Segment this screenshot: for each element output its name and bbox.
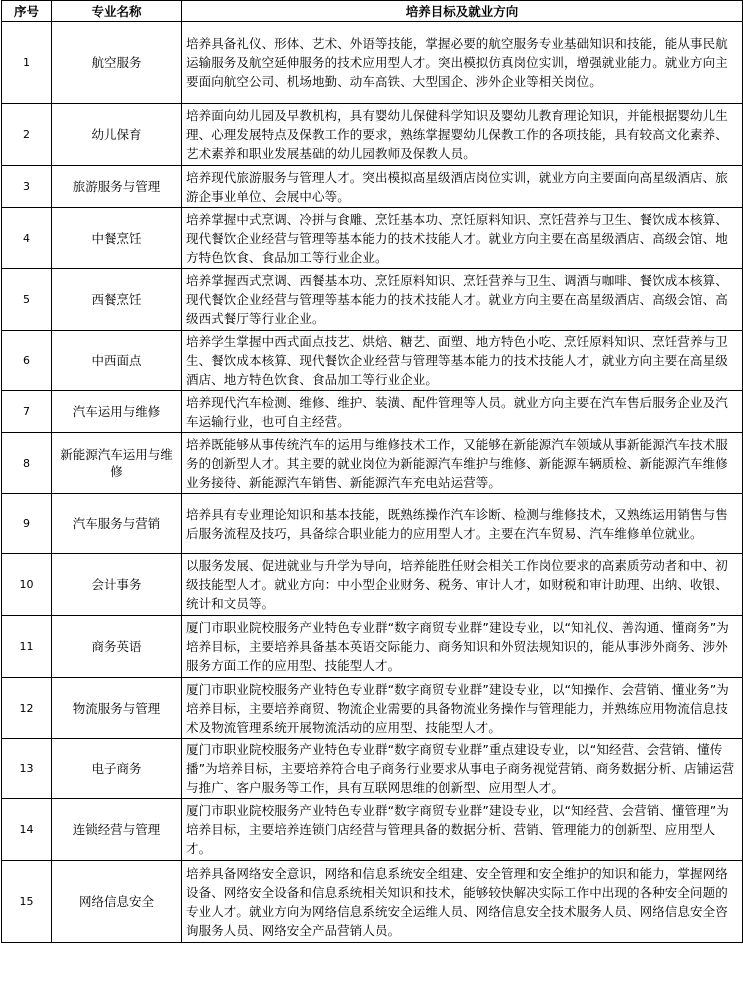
row-major: 电子商务 xyxy=(52,739,182,799)
row-major: 汽车运用与维修 xyxy=(52,391,182,433)
table-row xyxy=(2,331,743,391)
row-goal: 培养既能够从事传统汽车的运用与维修技术工作，又能够在新能源汽车领域从事新能源汽车技术服务的创新型人才。其主要的就业岗位为新能源汽车维护与维修、新能源车辆质检、新能源汽车维修业务接待、新能源汽车销售、新能源汽车充电站运营等。 xyxy=(182,433,743,494)
table-row xyxy=(2,208,743,269)
row-major: 网络信息安全 xyxy=(52,861,182,943)
header-row xyxy=(2,1,743,22)
header-major: 专业名称 xyxy=(52,1,182,22)
row-major: 西餐烹饪 xyxy=(52,269,182,331)
row-major: 连锁经营与管理 xyxy=(52,799,182,861)
table-row xyxy=(2,166,743,208)
header-goal: 培养目标及就业方向 xyxy=(182,1,743,22)
row-goal: 厦门市职业院校服务产业特色专业群“数字商贸专业群”建设专业，以“知经营、会营销、懂管理”为培养目标，主要培养连锁门店经营与管理具备的数据分析、营销、管理能力的创新型、应用型人才。 xyxy=(182,799,743,861)
row-goal: 培养学生掌握中西式面点技艺、烘焙、糖艺、面塑、地方特色小吃、烹饪原料知识、烹饪营养与卫生、餐饮成本核算、现代餐饮企业经营与管理等基本能力的技术技能人才，就业方向主要在高星级酒店、地方特色饮食、食品加工等行业企业。 xyxy=(182,331,743,391)
row-major: 旅游服务与管理 xyxy=(52,166,182,208)
row-index: 6 xyxy=(2,331,52,391)
row-goal: 厦门市职业院校服务产业特色专业群“数字商贸专业群”建设专业，以“知礼仪、善沟通、懂商务”为培养目标，主要培养具备基本英语交际能力、商务知识和外贸法规知识的，能从事涉外商务、涉外服务方面工作的应用型、技能型人才。 xyxy=(182,616,743,678)
table-row xyxy=(2,799,743,861)
row-goal: 厦门市职业院校服务产业特色专业群“数字商贸专业群”建设专业，以“知操作、会营销、懂业务”为培养目标，主要培养商贸、物流企业需要的具备物流业务操作与管理能力，并熟练应用物流信息技术及物流管理系统开展物流活动的应用型、技能型人才。 xyxy=(182,678,743,739)
row-goal: 培养具有专业理论知识和基本技能，既熟练操作汽车诊断、检测与维修技术，又熟练运用销售与售后服务流程及技巧，具备综合职业能力的应用型人才。主要在汽车贸易、汽车维修单位就业。 xyxy=(182,494,743,554)
row-major: 商务英语 xyxy=(52,616,182,678)
table-row xyxy=(2,391,743,433)
row-index: 2 xyxy=(2,104,52,166)
row-index: 10 xyxy=(2,554,52,616)
row-index: 13 xyxy=(2,739,52,799)
row-goal: 培养掌握中式烹调、冷拼与食雕、烹饪基本功、烹饪原料知识、烹饪营养与卫生、餐饮成本核算、现代餐饮企业经营与管理等基本能力的技术技能人才。就业方向主要在高星级酒店、高级会馆、地方特色饮食、食品加工等行业企业。 xyxy=(182,208,743,269)
row-index: 12 xyxy=(2,678,52,739)
row-index: 4 xyxy=(2,208,52,269)
table-row xyxy=(2,269,743,331)
table-row xyxy=(2,616,743,678)
table-row xyxy=(2,554,743,616)
table-row xyxy=(2,678,743,739)
row-major: 中餐烹饪 xyxy=(52,208,182,269)
row-goal: 以服务发展、促进就业与升学为导向，培养能胜任财会相关工作岗位要求的高素质劳动者和中、初级技能型人才。就业方向：中小型企业财务、税务、审计人才，如财税和审计助理、出纳、收银、统计和文员等。 xyxy=(182,554,743,616)
table-row xyxy=(2,22,743,104)
row-goal: 培养面向幼儿园及早教机构，具有婴幼儿保健科学知识及婴幼儿教育理论知识，并能根据婴幼儿生理、心理发展特点及保教工作的要求，熟练掌握婴幼儿保教工作的各项技能，具有较高文化素养、艺术素养和职业发展基础的幼儿园教师及保教人员。 xyxy=(182,104,743,166)
row-major: 中西面点 xyxy=(52,331,182,391)
row-index: 11 xyxy=(2,616,52,678)
row-goal: 培养现代汽车检测、维修、维护、装潢、配件管理等人员。就业方向主要在汽车售后服务企业及汽车运输行业，也可自主经营。 xyxy=(182,391,743,433)
row-goal: 培养现代旅游服务与管理人才。突出模拟高星级酒店岗位实训，就业方向主要面向高星级酒店、旅游企事业单位、会展中心等。 xyxy=(182,166,743,208)
table-row xyxy=(2,494,743,554)
row-major: 汽车服务与营销 xyxy=(52,494,182,554)
row-major: 新能源汽车运用与维修 xyxy=(52,433,182,494)
row-goal: 培养具备网络安全意识，网络和信息系统安全组建、安全管理和安全维护的知识和能力，掌握网络设备、网络安全设备和信息系统相关知识和技术，能够较快解决实际工作中出现的各种安全问题的专业人才。就业方向为网络信息系统安全运维人员、网络信息安全技术服务人员、网络信息安全咨询服务人员、网络安全产品营销人员。 xyxy=(182,861,743,943)
row-index: 8 xyxy=(2,433,52,494)
row-index: 1 xyxy=(2,22,52,104)
row-major: 会计事务 xyxy=(52,554,182,616)
row-index: 15 xyxy=(2,861,52,943)
row-index: 14 xyxy=(2,799,52,861)
row-index: 9 xyxy=(2,494,52,554)
table-row xyxy=(2,433,743,494)
table-row xyxy=(2,861,743,943)
table-row xyxy=(2,104,743,166)
row-goal: 培养掌握西式烹调、西餐基本功、烹饪原料知识、烹饪营养与卫生、调酒与咖啡、餐饮成本核算、现代餐饮企业经营与管理等基本能力的技术技能人才。就业方向主要在高星级酒店、高级会馆、高级西式餐厅等行业企业。 xyxy=(182,269,743,331)
row-index: 3 xyxy=(2,166,52,208)
row-index: 5 xyxy=(2,269,52,331)
row-goal: 培养具备礼仪、形体、艺术、外语等技能，掌握必要的航空服务专业基础知识和技能，能从事民航运输服务及航空延伸服务的技术应用型人才。突出模拟仿真岗位实训，增强就业能力。就业方向主要面向航空公司、机场地勤、动车高铁、大型国企、涉外企业等相关岗位。 xyxy=(182,22,743,104)
majors-table xyxy=(1,0,743,943)
row-major: 航空服务 xyxy=(52,22,182,104)
row-major: 幼儿保育 xyxy=(52,104,182,166)
header-index: 序号 xyxy=(2,1,52,22)
row-index: 7 xyxy=(2,391,52,433)
row-goal: 厦门市职业院校服务产业特色专业群“数字商贸专业群”重点建设专业，以“知经营、会营销、懂传播”为培养目标，主要培养符合电子商务行业要求从事电子商务视觉营销、商务数据分析、店铺运营与推广、客户服务等工作，具有互联网思维的创新型、应用型人才。 xyxy=(182,739,743,799)
table-row xyxy=(2,739,743,799)
row-major: 物流服务与管理 xyxy=(52,678,182,739)
